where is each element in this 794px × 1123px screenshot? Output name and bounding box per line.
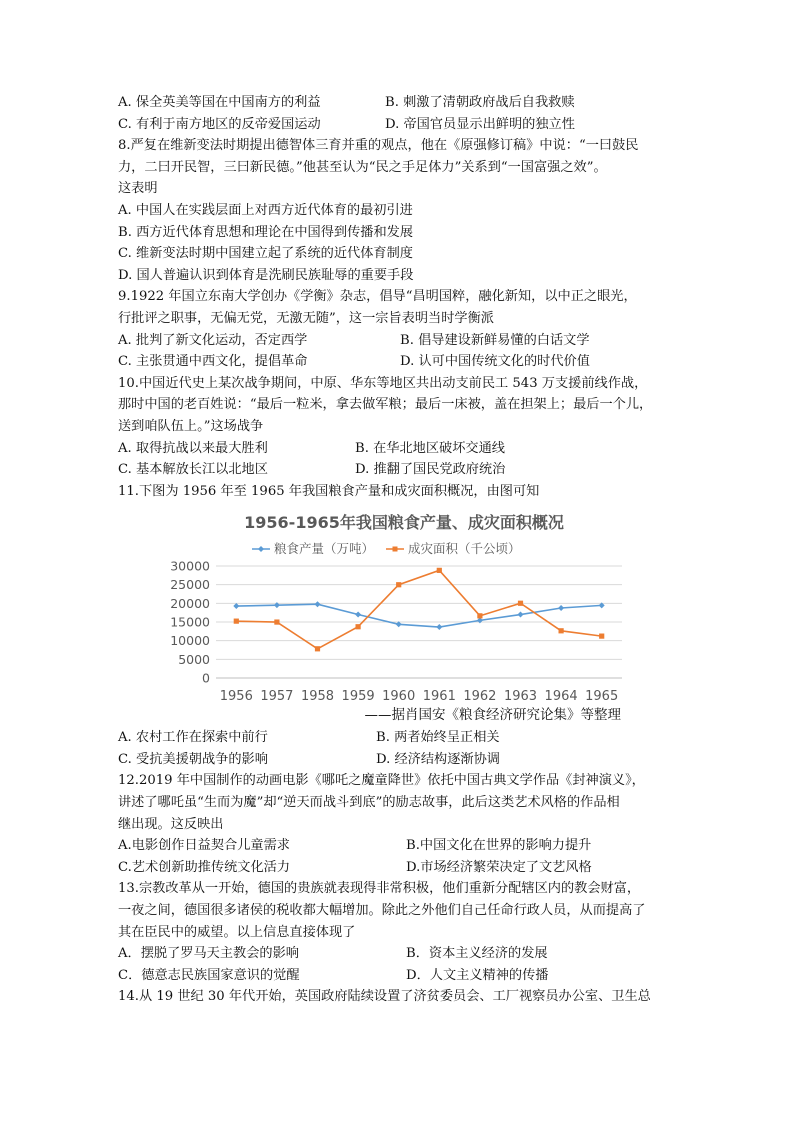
q9-stem-line-1: 9.1922 年国立东南大学创办《学衡》杂志，倡导“昌明国粹，融化新知，以中正之眼光， [118, 289, 637, 305]
x-tick-label: 1958 [300, 689, 335, 705]
q13-stem-line-1: 13.宗教改革从一开始，德国的贵族就表现得非常积极，他们重新分配辖区内的教会财富， [118, 881, 641, 897]
y-tick-label: 5000 [178, 652, 210, 668]
q10-option-b[interactable]: B. 在华北地区破坏交通线 [355, 440, 505, 456]
x-tick-label: 1957 [260, 689, 294, 705]
q10-option-a[interactable]: A. 取得抗战以来最大胜利 [118, 440, 268, 456]
chart-series [233, 568, 604, 652]
chart-legend [252, 541, 521, 556]
q10-options-row-1 [118, 438, 690, 460]
chart-y-tick-labels [170, 559, 210, 686]
q11-option-d[interactable]: D. 经济结构逐渐协调 [376, 751, 500, 767]
chart-svg [118, 508, 690, 723]
q8-stem-line-3: 这表明 [118, 181, 158, 197]
series-line-0 [236, 604, 601, 627]
data-point-series-1 [396, 582, 401, 587]
q7-options-row-2 [118, 114, 690, 136]
x-tick-label: 1962 [463, 689, 497, 705]
data-point-series-0 [233, 603, 239, 609]
chart-x-tick-labels [220, 689, 618, 704]
data-point-series-1 [437, 568, 442, 573]
q11-options-row-1 [118, 727, 690, 749]
q9-option-c[interactable]: C. 主张贯通中西文化，提倡革命 [118, 354, 308, 370]
q9-option-a[interactable]: A. 批判了新文化运动，否定西学 [118, 332, 308, 348]
chart-title: 1956-1965年我国粮食产量、成灾面积概况 [244, 513, 564, 533]
q12-options-row-2 [118, 857, 690, 879]
q12-option-b[interactable]: B.中国文化在世界的影响力提升 [406, 838, 592, 854]
y-tick-label: 10000 [170, 633, 210, 649]
q8-option-b[interactable]: B. 西方近代体育思想和理论在中国得到传播和发展 [118, 224, 414, 240]
q12-option-d[interactable]: D.市场经济繁荣决定了文艺风格 [406, 859, 592, 875]
x-tick-label: 1956 [219, 689, 253, 705]
data-point-series-0 [355, 612, 361, 618]
legend-swatch-disaster-marker [393, 547, 398, 552]
x-tick-label: 1965 [585, 689, 619, 705]
y-tick-label: 15000 [170, 614, 210, 630]
data-point-series-1 [559, 628, 564, 633]
q9-option-b[interactable]: B. 倡导建设新鲜易懂的白话文学 [400, 332, 590, 348]
y-tick-label: 30000 [170, 558, 210, 574]
q8-option-d[interactable]: D. 国人普遍认识到体育是洗刷民族耻辱的重要手段 [118, 267, 414, 283]
data-point-series-1 [356, 624, 361, 629]
q12-options-row-1 [118, 835, 690, 857]
q7-option-d[interactable]: D. 帝国官员显示出鲜明的独立性 [385, 116, 575, 132]
q12-option-a[interactable]: A.电影创作日益契合儿童需求 [118, 838, 290, 854]
q14-stem-line-1: 14.从 19 世纪 30 年代开始，英国政府陆续设置了济贫委员会、工厂视察员办公室、卫生总 [118, 989, 651, 1005]
q8-option-c[interactable]: C. 维新变法时期中国建立起了系统的近代体育制度 [118, 246, 413, 262]
exam-page [118, 92, 690, 1008]
x-tick-label: 1961 [422, 689, 456, 705]
q10-option-c[interactable]: C. 基本解放长江以北地区 [118, 462, 268, 478]
data-point-series-1 [477, 614, 482, 619]
legend-label-grain: 粮食产量（万吨） [274, 541, 375, 557]
q13-option-d[interactable]: D．人文主义精神的传播 [406, 967, 549, 983]
q9-options-row-2 [118, 351, 690, 373]
data-point-series-1 [274, 620, 279, 625]
q7-option-c[interactable]: C. 有利于南方地区的反帝爱国运动 [118, 116, 321, 132]
q11-stem-line-1: 11.下图为 1956 年至 1965 年我国粮食产量和成灾面积概况，由图可知 [118, 483, 540, 499]
q7-option-b[interactable]: B. 刺激了清朝政府战后自我救赎 [385, 95, 575, 110]
x-tick-label: 1959 [341, 689, 375, 705]
q13-option-a[interactable]: A．摆脱了罗马天主教会的影响 [118, 946, 299, 962]
q11-options-row-2 [118, 749, 690, 771]
q11-option-a[interactable]: A. 农村工作在探索中前行 [118, 730, 268, 746]
data-point-series-1 [599, 634, 604, 639]
x-tick-label: 1964 [544, 689, 578, 705]
q7-option-a[interactable]: A. 保全英美等国在中国南方的利益 [118, 95, 321, 110]
q7-options-row-1 [118, 92, 690, 114]
q9-stem-line-2: 行批评之职事，无偏无党，无激无随”，这一宗旨表明当时学衡派 [118, 310, 494, 326]
q10-stem-line-3: 送到咱队伍上。”这场战争 [118, 418, 264, 434]
data-point-series-1 [315, 646, 320, 651]
data-point-series-0 [315, 601, 321, 607]
chart-source-note: ——据肖国安《粮食经济研究论集》等整理 [364, 707, 621, 724]
q13-option-b[interactable]: B．资本主义经济的发展 [406, 946, 548, 962]
legend-label-disaster: 成灾面积（千公顷） [408, 541, 521, 557]
q13-options-row-1 [118, 943, 690, 965]
y-tick-label: 0 [202, 670, 210, 686]
q8-stem-line-1: 8.严复在维新变法时期提出德智体三育并重的观点，他在《原强修订稿》中说：“一曰鼓民 [118, 138, 639, 154]
q11-option-c[interactable]: C. 受抗美援朝战争的影响 [118, 751, 268, 767]
data-point-series-0 [436, 624, 442, 630]
data-point-series-1 [518, 601, 523, 606]
y-tick-label: 25000 [170, 577, 210, 593]
q12-stem-line-2: 讲述了哪吒虽“生而为魔”却“逆天而战斗到底”的励志故事，此后这类艺术风格的作品相 [118, 795, 620, 811]
x-tick-label: 1960 [382, 689, 416, 705]
q8-stem-line-2: 力，二曰开民智，三曰新民德。”他甚至认为“民之手足体力”关系到“一国富强之效”。 [118, 159, 607, 175]
x-tick-label: 1963 [503, 689, 538, 705]
q10-stem-line-2: 那时中国的老百姓说：“最后一粒米，拿去做军粮；最后一床被，盖在担架上；最后一个儿， [118, 397, 653, 413]
q12-stem-line-3: 继出现。这反映出 [118, 816, 224, 832]
q11-option-b[interactable]: B. 两者始终呈正相关 [376, 730, 500, 746]
data-point-series-0 [518, 612, 524, 618]
q12-option-c[interactable]: C.艺术创新助推传统文化活力 [118, 859, 291, 875]
data-point-series-1 [234, 619, 239, 624]
y-tick-label: 20000 [170, 596, 210, 612]
legend-swatch-grain-marker [258, 546, 264, 552]
q13-stem-line-3: 其在臣民中的威望。以上信息直接体现了 [118, 924, 356, 940]
data-point-series-0 [558, 605, 564, 611]
q10-option-d[interactable]: D. 推翻了国民党政府统治 [355, 462, 506, 478]
q12-stem-line-1: 12.2019 年中国制作的动画电影《哪吒之魔童降世》依托中国古典文学作品《封神演义》， [118, 773, 645, 789]
q13-options-row-2 [118, 965, 690, 987]
q8-option-a[interactable]: A. 中国人在实践层面上对西方近代体育的最初引进 [118, 202, 413, 218]
q9-option-d[interactable]: D. 认可中国传统文化的时代价值 [400, 354, 590, 370]
q13-stem-line-2: 一夜之间，德国很多诸侯的税收都大幅增加。除此之外他们自己任命行政人员，从而提高了 [118, 903, 646, 919]
q10-options-row-2 [118, 459, 690, 481]
q13-option-c[interactable]: C．德意志民族国家意识的觉醒 [118, 967, 300, 983]
q9-options-row-1 [118, 330, 690, 352]
grain-disaster-chart [118, 508, 690, 723]
q10-stem-line-1: 10.中国近代史上某次战争期间，中原、华东等地区共出动支前民工 543 万支援前线作战， [118, 375, 648, 391]
